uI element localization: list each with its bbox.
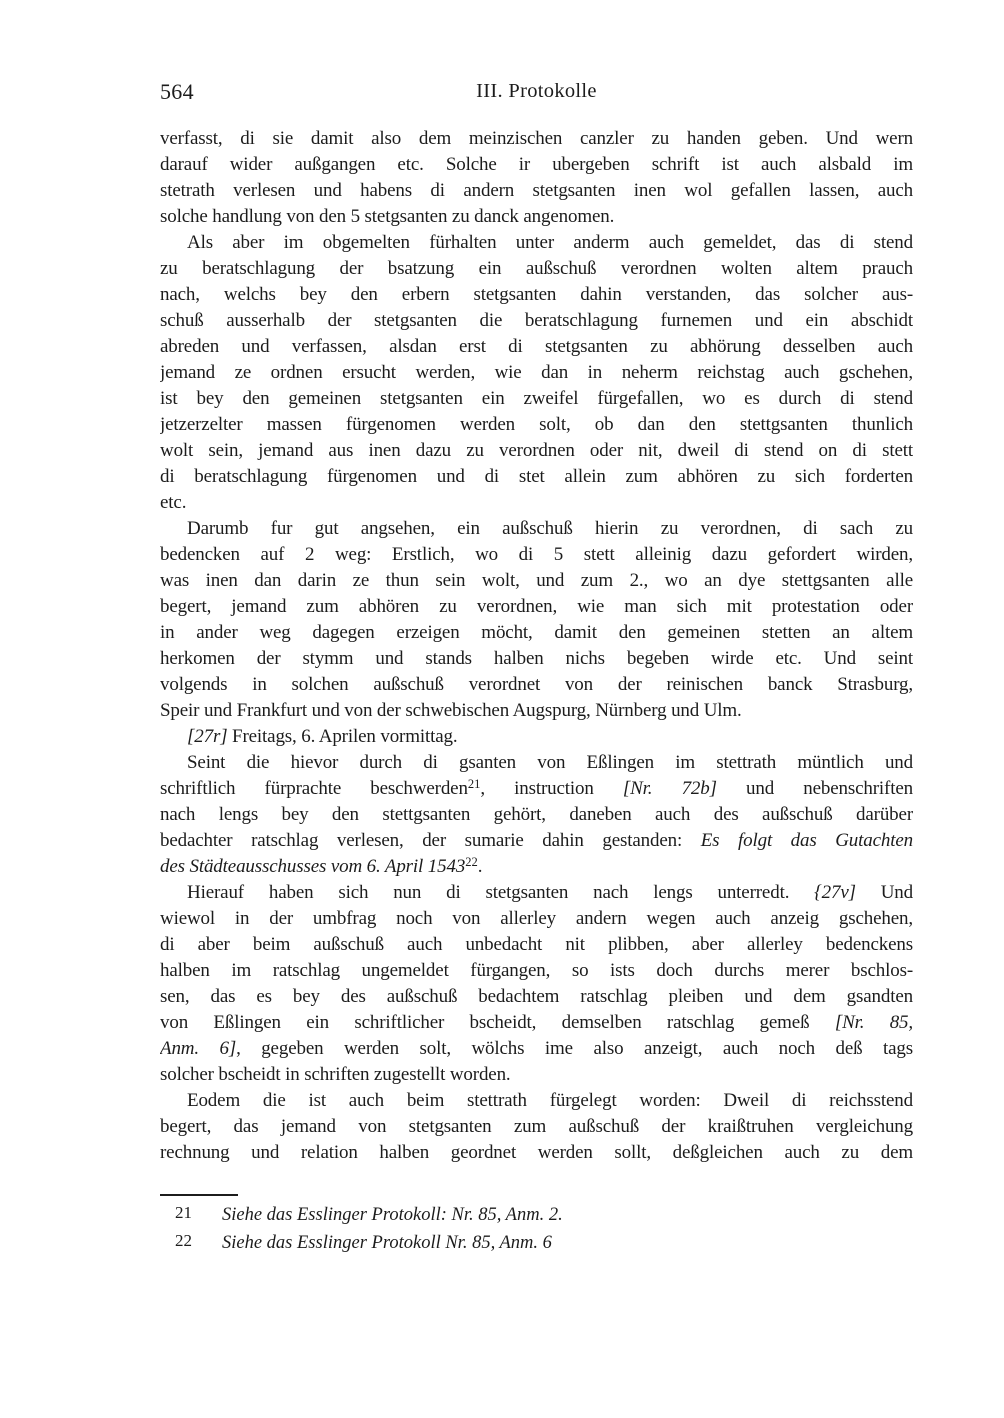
footnote-separator-rule <box>160 1194 238 1196</box>
text-segment: schuß ausserhalb der stetgsanten die beratschlagung furnemen und ein abschidt <box>160 310 913 331</box>
text-line <box>160 334 913 360</box>
text-line <box>160 1140 913 1166</box>
text-segment: Seint die hievor durch di gsanten von Eßlingen im stettrath müntlich und <box>187 752 913 773</box>
text-line <box>160 204 913 230</box>
text-segment: , gegeben werden solt, wölchs ime also anzeigt, auch noch deß tags <box>236 1038 913 1059</box>
text-segment: Als aber im obgemelten fürhalten unter anderm auch gemeldet, das di stend <box>187 232 913 253</box>
text-segment: bedencken auf 2 weg: Erstlich, wo di 5 stett alleinig dazu gefordert wirden, <box>160 544 913 565</box>
text-segment: wiewol in der umbfrag noch von allerley andern wegen auch anzeig gschehen, <box>160 908 913 929</box>
footnote-text: Siehe das Esslinger Protokoll: Nr. 85, Anm. 2. <box>222 1205 563 1225</box>
text-line <box>160 490 913 516</box>
text-segment: Anm. 6] <box>160 1038 237 1059</box>
text-line <box>160 620 913 646</box>
text-segment: zu beratschlagung der bsatzung ein außschuß verordnen wolten altem prauch <box>160 258 913 279</box>
paragraph <box>160 126 913 230</box>
paragraph <box>160 724 913 750</box>
text-line <box>160 828 913 854</box>
text-line <box>160 724 913 750</box>
text-segment: sen, das es bey des außschuß bedachtem ratschlag pleiben und dem gsandten <box>160 986 913 1007</box>
text-line <box>160 568 913 594</box>
text-segment: bedachter ratschlag verlesen, der sumarie dahin gestanden: <box>160 830 701 851</box>
text-segment: von Eßlingen ein schriftlicher bscheidt, demselben ratschlag gemeß <box>160 1012 835 1033</box>
text-segment: [27r] <box>187 726 228 747</box>
text-line <box>160 594 913 620</box>
text-segment: [Nr. 85, <box>834 1012 913 1033</box>
footnote <box>160 1229 913 1257</box>
text-segment: Freitags, 6. Aprilen vormittag. <box>227 726 458 747</box>
text-segment: volgends in solchen außschuß verordnet von der reinischen banck Strasburg, <box>160 674 913 695</box>
footnote-reference: 22 <box>465 855 478 870</box>
paragraph <box>160 230 913 516</box>
paragraph <box>160 750 913 880</box>
text-line <box>160 880 913 906</box>
text-segment: abreden und verfassen, alsdan erst di stetgsanten zu abhörung desselben auch <box>160 336 913 357</box>
text-segment: in ander weg dagegen erzeigen möcht, damit den gemeinen stetten an altem <box>160 622 913 643</box>
text-segment: halben im ratschlag ungemeldet fürgangen, so ists doch durchs merer bschlos- <box>160 960 913 981</box>
text-line <box>160 438 913 464</box>
footnote-text: Siehe das Esslinger Protokoll Nr. 85, Anm. 6 <box>222 1233 552 1253</box>
paragraph <box>160 1088 913 1166</box>
text-segment: stetrath verlesen und habens di andern stetgsanten inen wol gefallen lassen, auch <box>160 180 913 201</box>
text-segment: begert, jemand zum abhören zu verordnen, wie man sich mit protestation oder <box>160 596 913 617</box>
text-line <box>160 984 913 1010</box>
text-segment: solche handlung von den 5 stetgsanten zu danck angenomen. <box>160 206 615 227</box>
text-line <box>160 1036 913 1062</box>
text-segment: di aber beim außschuß auch unbedacht nit plibben, aber allerley bedenckens <box>160 934 913 955</box>
text-line <box>160 360 913 386</box>
text-segment: nach lengs bey den stettgsanten gehört, daneben auch des außschuß darüber <box>160 804 913 825</box>
text-segment: wolt sein, jemand aus inen dazu zu verordnen oder nit, dweil di stend on di stett <box>160 440 913 461</box>
text-line <box>160 126 913 152</box>
text-line <box>160 698 913 724</box>
text-line <box>160 178 913 204</box>
text-segment: ist bey den gemeinen stetgsanten ein zweifel fürgefallen, wo es durch di stend <box>160 388 913 409</box>
text-segment: . <box>477 856 483 877</box>
text-segment: verfasst, di sie damit also dem meinzischen canzler zu handen geben. Und wern <box>160 128 913 149</box>
text-segment: was inen dan darin ze thun sein wolt, und zum 2., wo an dye stettgsanten alle <box>160 570 913 591</box>
text-line <box>160 776 913 802</box>
text-line <box>160 646 913 672</box>
running-header: III. Protokolle <box>476 80 597 102</box>
page-header <box>160 79 913 105</box>
text-segment: begert, das jemand von stetgsanten zum außschuß der kraißtruhen vergleichung <box>160 1116 913 1137</box>
footnote-number: 21 <box>175 1203 192 1222</box>
text-line <box>160 386 913 412</box>
text-segment: Und <box>855 882 913 903</box>
text-line <box>160 230 913 256</box>
text-line <box>160 1114 913 1140</box>
text-segment: {27v] <box>814 882 856 903</box>
text-segment: Hierauf haben sich nun di stetgsanten nach lengs unterredt. <box>187 882 815 903</box>
text-line <box>160 282 913 308</box>
text-segment: nach, welchs bey den erbern stetgsanten dahin verstanden, das solcher aus- <box>160 284 913 305</box>
page-number: 564 <box>160 79 194 104</box>
text-segment: Darumb fur gut angsehen, ein außschuß hierin zu verordnen, di sach zu <box>187 518 913 539</box>
text-line <box>160 1010 913 1036</box>
text-segment: [Nr. 72b] <box>622 778 717 799</box>
text-line <box>160 412 913 438</box>
text-segment: jemand ze ordnen ersucht werden, wie dan in neherm reichstag auch gschehen, <box>160 362 913 383</box>
text-line <box>160 958 913 984</box>
footnotes-list <box>160 1201 913 1257</box>
text-line <box>160 256 913 282</box>
text-line <box>160 906 913 932</box>
text-line <box>160 1088 913 1114</box>
text-segment: darauf wider außgangen etc. Solche ir ubergeben schrift ist auch alsbald im <box>160 154 913 175</box>
text-line <box>160 854 913 880</box>
text-segment: des Städteausschusses vom 6. April 1543 <box>160 856 466 877</box>
paragraph <box>160 516 913 724</box>
body-text <box>160 126 913 1166</box>
text-segment: jetzerzelter massen fürgenomen werden solt, ob dan den stettgsanten thunlich <box>160 414 913 435</box>
footnote <box>160 1201 913 1229</box>
text-segment: Speir und Frankfurt und von der schwebischen Augspurg, Nürnberg und Ulm. <box>160 700 742 721</box>
text-segment: rechnung und relation halben geordnet werden sollt, deßgleichen auch zu dem <box>160 1142 913 1163</box>
text-line <box>160 542 913 568</box>
text-line <box>160 152 913 178</box>
text-segment: solcher bscheidt in schriften zugestellt worden. <box>160 1064 511 1085</box>
text-segment: , instruction <box>480 778 623 799</box>
text-line <box>160 1062 913 1088</box>
text-segment: di beratschlagung fürgenomen und di stet allein zum abhören zu sich forderten <box>160 466 913 487</box>
text-segment: herkomen der stymm und stands halben nichs begeben wirde etc. Und seint <box>160 648 913 669</box>
text-segment: Eodem die ist auch beim stettrath fürgelegt worden: Dweil di reichsstend <box>187 1090 913 1111</box>
text-line <box>160 932 913 958</box>
text-line <box>160 750 913 776</box>
text-line <box>160 802 913 828</box>
footnotes-section <box>160 1194 913 1257</box>
footnote-number: 22 <box>175 1231 192 1250</box>
text-line <box>160 464 913 490</box>
text-segment: und nebenschriften <box>716 778 913 799</box>
paragraph <box>160 880 913 1088</box>
text-line <box>160 308 913 334</box>
text-segment: etc. <box>160 492 187 513</box>
text-line <box>160 672 913 698</box>
text-segment: Es folgt das Gutachten <box>700 830 913 851</box>
text-line <box>160 516 913 542</box>
footnote-reference: 21 <box>467 777 481 792</box>
text-segment: schriftlich fürprachte beschwerden <box>160 778 468 799</box>
